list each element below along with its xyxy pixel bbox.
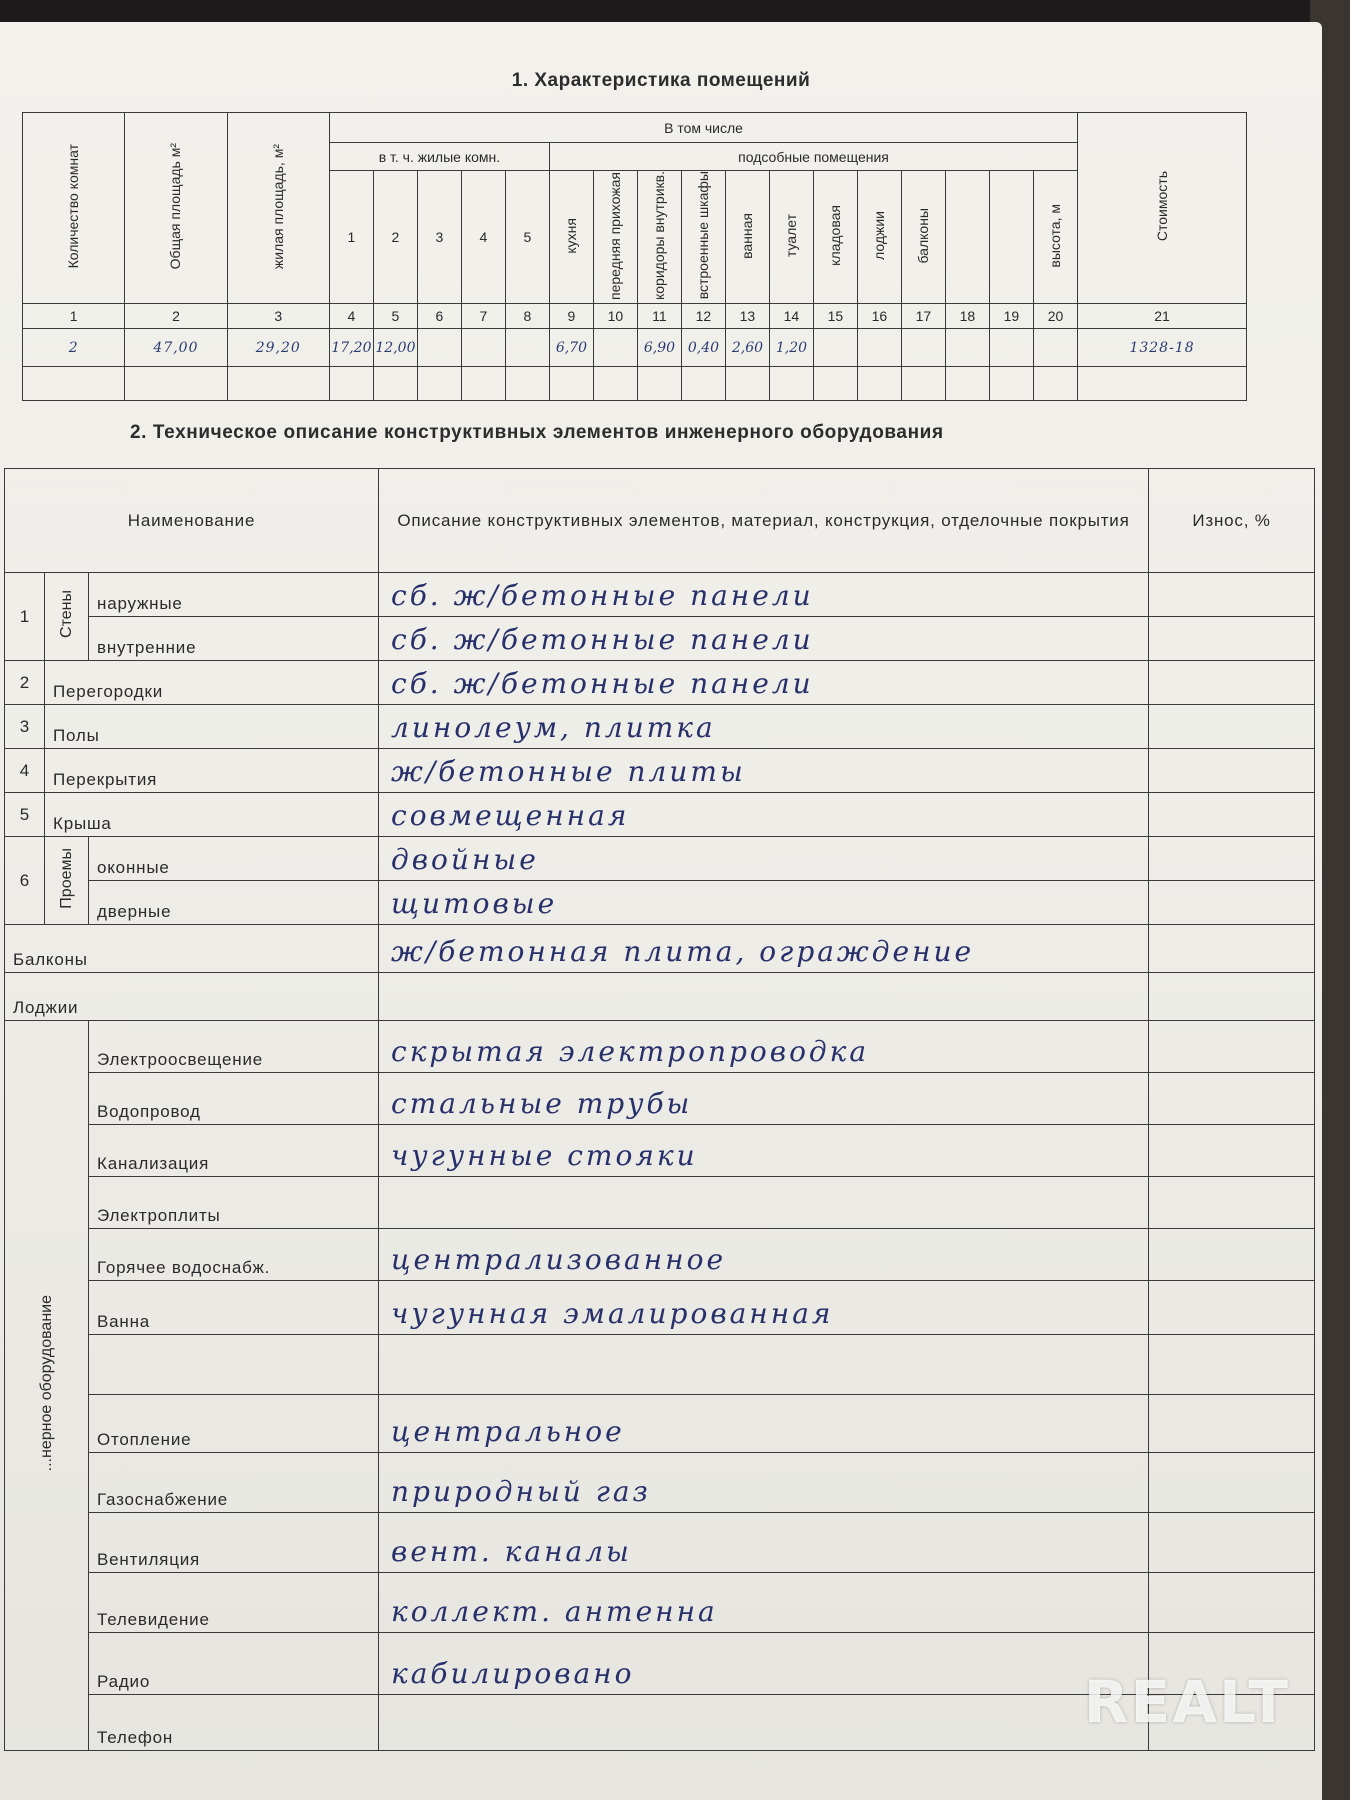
- openings-group: Проемы: [45, 837, 89, 925]
- row-label: Телевидение: [89, 1573, 379, 1633]
- col-number: 19: [989, 304, 1033, 329]
- col-number: 18: [945, 304, 989, 329]
- value-empty: [813, 329, 857, 367]
- row-wear: [1149, 573, 1315, 617]
- value-closets: 0,40: [681, 329, 725, 367]
- row-wear: [1149, 1395, 1315, 1453]
- row-label: Электроплиты: [89, 1177, 379, 1229]
- col-number: 6: [417, 304, 461, 329]
- col-number: 7: [461, 304, 505, 329]
- aux-col: передняя прихожая: [593, 171, 637, 304]
- value-empty: [1033, 329, 1077, 367]
- row-description: [379, 1335, 1149, 1395]
- row-wear: [1149, 1021, 1315, 1073]
- value-toilet: 1,20: [769, 329, 813, 367]
- row-label: оконные: [89, 837, 379, 881]
- value-empty: [417, 329, 461, 367]
- row-description: [379, 1177, 1149, 1229]
- row-wear: [1149, 1335, 1315, 1395]
- room-num: 3: [417, 171, 461, 304]
- row-label: Балконы: [5, 925, 379, 973]
- value-cost: 1328-18: [1078, 329, 1247, 367]
- row-label: Телефон: [89, 1695, 379, 1751]
- row-description: стальные трубы: [379, 1073, 1149, 1125]
- row-description: природный газ: [379, 1453, 1149, 1513]
- col-number: 9: [549, 304, 593, 329]
- row-description: скрытая электропроводка: [379, 1021, 1149, 1073]
- col-number: 21: [1078, 304, 1247, 329]
- row-wear: [1149, 793, 1315, 837]
- row-description: сб. ж/бетонные панели: [379, 573, 1149, 617]
- room-num: 5: [505, 171, 549, 304]
- value-empty: [505, 329, 549, 367]
- row-label: [89, 1335, 379, 1395]
- row-number: 4: [5, 749, 45, 793]
- value-kitchen: 6,70: [549, 329, 593, 367]
- row-number: 5: [5, 793, 45, 837]
- header-living-rooms: в т. ч. жилые комн.: [329, 143, 549, 171]
- col-number: 20: [1033, 304, 1077, 329]
- value-empty: [945, 329, 989, 367]
- header-description: Описание конструктивных элементов, материал, конструкция, отделочные покрытия: [379, 469, 1149, 573]
- col-number: 15: [813, 304, 857, 329]
- row-description: центральное: [379, 1395, 1149, 1453]
- row-label: наружные: [89, 573, 379, 617]
- col-number: 14: [769, 304, 813, 329]
- row-description: сб. ж/бетонные панели: [379, 617, 1149, 661]
- aux-col: коридоры внутрикв.: [637, 171, 681, 304]
- col-number: 4: [329, 304, 373, 329]
- row-description: ж/бетонная плита, ограждение: [379, 925, 1149, 973]
- value-room2: 12,00: [373, 329, 417, 367]
- value-empty: [901, 329, 945, 367]
- value-bathroom: 2,60: [725, 329, 769, 367]
- value-empty: [593, 329, 637, 367]
- row-description: совмещенная: [379, 793, 1149, 837]
- header-cost: Стоимость: [1078, 113, 1247, 304]
- col-number: 11: [637, 304, 681, 329]
- section2-title: 2. Техническое описание конструктивных элементов инженерного оборудования: [130, 422, 944, 443]
- row-wear: [1149, 1073, 1315, 1125]
- row-description: [379, 1695, 1149, 1751]
- aux-col: балконы: [901, 171, 945, 304]
- value-empty: [857, 329, 901, 367]
- header-aux-rooms: подсобные помещения: [549, 143, 1077, 171]
- aux-col: кладовая: [813, 171, 857, 304]
- row-label: Отопление: [89, 1395, 379, 1453]
- section1-title: 1. Характеристика помещений: [511, 70, 811, 91]
- aux-col: туалет: [769, 171, 813, 304]
- aux-col: [989, 171, 1033, 304]
- row-label: Водопровод: [89, 1073, 379, 1125]
- col-number: 13: [725, 304, 769, 329]
- aux-col: кухня: [549, 171, 593, 304]
- row-wear: [1149, 881, 1315, 925]
- row-number: 3: [5, 705, 45, 749]
- room-num: 1: [329, 171, 373, 304]
- row-wear: [1149, 837, 1315, 881]
- value-living-area: 29,20: [227, 329, 329, 367]
- col-number: 16: [857, 304, 901, 329]
- row-description: [379, 973, 1149, 1021]
- row-label: Вентиляция: [89, 1513, 379, 1573]
- row-description: ж/бетонные плиты: [379, 749, 1149, 793]
- row-wear: [1149, 1513, 1315, 1573]
- aux-col: высота, м: [1033, 171, 1077, 304]
- row-wear: [1149, 617, 1315, 661]
- col-number: 17: [901, 304, 945, 329]
- row-label: Газоснабжение: [89, 1453, 379, 1513]
- header-name: Наименование: [5, 469, 379, 573]
- walls-group: Стены: [45, 573, 89, 661]
- row-wear: [1149, 1125, 1315, 1177]
- row-description: линолеум, плитка: [379, 705, 1149, 749]
- row-wear: [1149, 1453, 1315, 1513]
- row-wear: [1149, 925, 1315, 973]
- row-wear: [1149, 1177, 1315, 1229]
- row-wear: [1149, 973, 1315, 1021]
- value-empty: [461, 329, 505, 367]
- row-label: Полы: [45, 705, 379, 749]
- technical-description-table: [4, 468, 1315, 1751]
- row-label: дверные: [89, 881, 379, 925]
- row-number: 1: [5, 573, 45, 661]
- row-description: централизованное: [379, 1229, 1149, 1281]
- col-number: 12: [681, 304, 725, 329]
- row-wear: [1149, 1573, 1315, 1633]
- col-number: 10: [593, 304, 637, 329]
- row-number: 2: [5, 661, 45, 705]
- row-label: Ванна: [89, 1281, 379, 1335]
- row-wear: [1149, 661, 1315, 705]
- row-wear: [1149, 749, 1315, 793]
- row-label: внутренние: [89, 617, 379, 661]
- value-rooms-count: 2: [23, 329, 125, 367]
- aux-col: [945, 171, 989, 304]
- value-corridor: 6,90: [637, 329, 681, 367]
- room-num: 4: [461, 171, 505, 304]
- row-description: двойные: [379, 837, 1149, 881]
- row-label: Лоджии: [5, 973, 379, 1021]
- header-living-area: жилая площадь, м²: [227, 113, 329, 304]
- row-label: Радио: [89, 1633, 379, 1695]
- value-empty: [989, 329, 1033, 367]
- row-label: Горячее водоснабж.: [89, 1229, 379, 1281]
- equipment-group: ...нерное оборудование: [5, 1021, 89, 1751]
- row-label: Канализация: [89, 1125, 379, 1177]
- col-number: 3: [227, 304, 329, 329]
- col-number: 1: [23, 304, 125, 329]
- aux-col: встроенные шкафы: [681, 171, 725, 304]
- row-description: чугунная эмалированная: [379, 1281, 1149, 1335]
- row-description: коллект. антенна: [379, 1573, 1149, 1633]
- header-wear: Износ, %: [1149, 469, 1315, 573]
- realt-watermark-logo: REALT: [1083, 1668, 1290, 1736]
- row-label: Электроосвещение: [89, 1021, 379, 1073]
- row-wear: [1149, 1281, 1315, 1335]
- row-label: Перегородки: [45, 661, 379, 705]
- rooms-characteristics-table: [22, 112, 1247, 401]
- col-number: 2: [125, 304, 227, 329]
- row-description: сб. ж/бетонные панели: [379, 661, 1149, 705]
- header-incl: В том числе: [329, 113, 1077, 143]
- row-description: вент. каналы: [379, 1513, 1149, 1573]
- row-description: кабилировано: [379, 1633, 1149, 1695]
- row-description: щитовые: [379, 881, 1149, 925]
- row-label: Крыша: [45, 793, 379, 837]
- header-rooms-count: Количество комнат: [23, 113, 125, 304]
- value-total-area: 47,00: [125, 329, 227, 367]
- row-wear: [1149, 1229, 1315, 1281]
- row-number: 6: [5, 837, 45, 925]
- col-number: 5: [373, 304, 417, 329]
- aux-col: лоджии: [857, 171, 901, 304]
- row-label: Перекрытия: [45, 749, 379, 793]
- aux-col: ванная: [725, 171, 769, 304]
- col-number: 8: [505, 304, 549, 329]
- row-description: чугунные стояки: [379, 1125, 1149, 1177]
- room-num: 2: [373, 171, 417, 304]
- value-room1: 17,20: [329, 329, 373, 367]
- row-wear: [1149, 705, 1315, 749]
- header-total-area: Общая площадь м²: [125, 113, 227, 304]
